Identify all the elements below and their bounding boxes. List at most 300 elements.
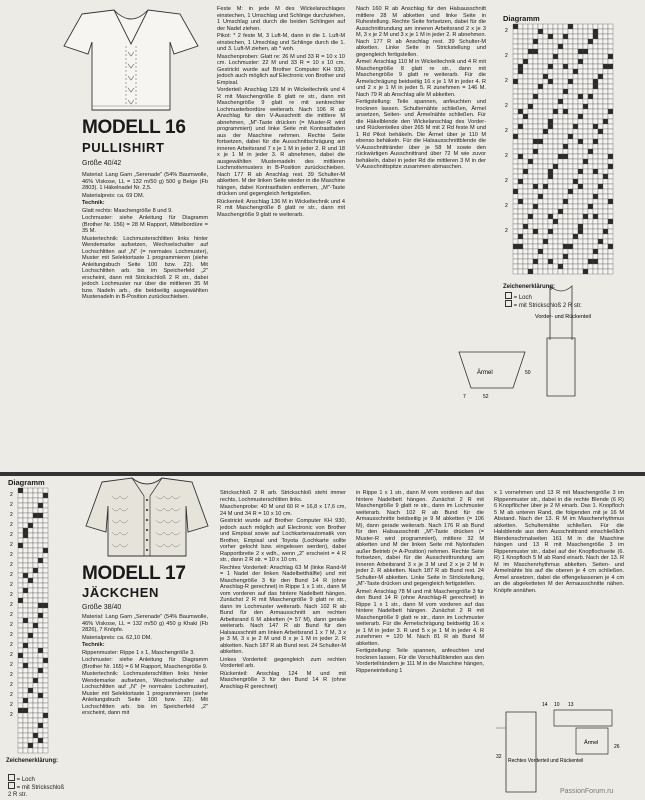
model16-grid-cell (583, 39, 588, 44)
model16-grid-cell (593, 99, 598, 104)
model16-grid-cell (513, 64, 518, 69)
model16-col1-p4: Lochmuster: siehe Anleitung für Diagramm (Brother Nr. 156) = 28 M Rapport, Mittelbordüre = 35 M. (82, 215, 208, 234)
model16-grid-cell (573, 174, 578, 179)
model16-grid-cell (568, 29, 573, 34)
model16-grid-cell (523, 94, 528, 99)
model16-grid-cell (528, 219, 533, 224)
model16-grid-cell (548, 59, 553, 64)
model16-grid-cell (563, 54, 568, 59)
model17-grid-cell (18, 513, 23, 518)
model16-grid-cell (603, 44, 608, 49)
model17-grid-cell (28, 493, 33, 498)
model16-grid-cell (548, 39, 553, 44)
model17-grid-cell (28, 513, 33, 518)
model17-grid-cell (33, 678, 38, 683)
model16-grid-cell (608, 259, 613, 264)
model16-grid-cell (513, 74, 518, 79)
model16-grid-cell (568, 59, 573, 64)
model17-grid-cell (33, 688, 38, 693)
model17-col2-p1: Maschenprobe: 40 M und 60 R = 16,8 x 17,6 cm, 24 M und 34 R = 10 x 10 cm. (220, 504, 346, 517)
model17-grid-cell (38, 748, 43, 753)
model16-grid-cell (553, 149, 558, 154)
model16-col2-p2: Maschenproben: Glatt re: 26 M und 33 R = 10 x 10 cm. Lochmuster: 22 M und 33 R = 10 x 10 cm. Gestrickt wurde auf Brother Computer KH 930, jedoch auch möglich auf Electronic von Brother und Empisal. (217, 53, 345, 86)
model17-grid-cell (18, 678, 23, 683)
model16-grid-cell (598, 204, 603, 209)
model16-grid-cell (543, 84, 548, 89)
model17-grid-cell (38, 688, 43, 693)
model16-grid-cell (513, 114, 518, 119)
model16-grid-cell (548, 269, 553, 274)
model16-grid-cell (553, 79, 558, 84)
model17-grid-cell (28, 723, 33, 728)
model16-grid-cell (593, 269, 598, 274)
model17-sleeve-label: Ärmel (584, 740, 599, 746)
model16-grid-cell (588, 64, 593, 69)
model16-grid-cell (598, 144, 603, 149)
model17-grid-cell (38, 623, 43, 628)
model16-grid-cell (553, 204, 558, 209)
model17-grid-row-number: 2 (10, 622, 13, 628)
model16-grid-row-number: 2 (505, 53, 508, 59)
model17-grid-cell (33, 603, 38, 608)
model16-grid-cell (543, 119, 548, 124)
model17-grid-cell (43, 508, 48, 513)
model17-grid-cell (33, 543, 38, 548)
model16-grid-cell (518, 94, 523, 99)
model16-grid-cell (573, 139, 578, 144)
model16-grid-cell (543, 254, 548, 259)
model16-grid-cell (603, 179, 608, 184)
model16-grid-cell (513, 79, 518, 84)
model16-grid-cell (593, 239, 598, 244)
model16-grid-cell (518, 39, 523, 44)
model17-grid-cell (33, 653, 38, 658)
model16-grid-cell (528, 204, 533, 209)
model17-grid-cell (28, 608, 33, 613)
model16-grid-cell (608, 99, 613, 104)
model16-grid-cell (573, 179, 578, 184)
model16-grid-cell (608, 154, 613, 159)
model16-grid-cell (548, 29, 553, 34)
model16-grid-cell (603, 79, 608, 84)
model16-grid-cell (523, 149, 528, 154)
model16-grid-cell (553, 129, 558, 134)
model16-grid-cell (518, 214, 523, 219)
model17-grid-cell (18, 568, 23, 573)
model17-grid-cell (28, 613, 33, 618)
model16-grid-cell (533, 199, 538, 204)
model16-grid-cell (518, 139, 523, 144)
model16-grid-cell (553, 39, 558, 44)
model17-grid-cell (33, 713, 38, 718)
model16-grid-cell (568, 169, 573, 174)
model16-grid-cell (538, 244, 543, 249)
model16-grid-cell (558, 179, 563, 184)
model16-grid-cell (573, 219, 578, 224)
model16-grid-cell (563, 94, 568, 99)
model16-grid-cell (543, 234, 548, 239)
model16-grid-cell (588, 24, 593, 29)
model16-grid-cell (533, 64, 538, 69)
model16-grid-cell (578, 99, 583, 104)
model16-grid-cell (558, 259, 563, 264)
model16-grid-cell (568, 189, 573, 194)
model16-grid-cell (578, 39, 583, 44)
model17-grid-cell (38, 548, 43, 553)
model17-grid-cell (33, 503, 38, 508)
model16-grid-cell (538, 174, 543, 179)
model16-grid-cell (608, 199, 613, 204)
model16-grid-cell (568, 49, 573, 54)
model16-grid-cell (513, 84, 518, 89)
model16-grid-cell (518, 229, 523, 234)
model16-grid-cell (598, 99, 603, 104)
model16-grid-cell (523, 124, 528, 129)
model16-grid-cell (553, 124, 558, 129)
model16-grid-cell (548, 114, 553, 119)
model17-grid-cell (28, 603, 33, 608)
model17-grid-cell (33, 568, 38, 573)
model16-col3-p1: Ärmel: Anschlag 110 M in Wickeltechnik und 4 R mit Maschengröße 8 glatt re str., dann mit Maschengröße 9 glatt re weiterarb. Für die Ärmelschrägung beidseitig 16 x je 1 M in jeder 4. R und 2 x je 1 M in jeder 5. R zunehmen = 146 M. Nach 79 R ab Anschlag alle M abketten. (356, 59, 486, 98)
model17-grid-cell (23, 628, 28, 633)
model17-grid-cell (43, 598, 48, 603)
model16-grid-cell (543, 114, 548, 119)
model16-grid-cell (608, 39, 613, 44)
model16-grid-cell (553, 174, 558, 179)
model16-grid-cell (558, 119, 563, 124)
model16-grid-cell (513, 34, 518, 39)
model16-grid-cell (573, 84, 578, 89)
model17-grid-cell (43, 558, 48, 563)
model16-grid-cell (583, 134, 588, 139)
model17-grid-cell (28, 528, 33, 533)
model16-grid-cell (558, 109, 563, 114)
model17-grid-cell (18, 523, 23, 528)
model17-grid-cell (23, 488, 28, 493)
model16-col3 (356, 6, 486, 256)
model16-schematic (455, 258, 591, 400)
model16-grid-cell (513, 209, 518, 214)
model16-grid-cell (543, 199, 548, 204)
model16-grid-cell (568, 64, 573, 69)
model17-grid-cell (18, 723, 23, 728)
model17-grid-cell (43, 533, 48, 538)
model16-grid-cell (518, 144, 523, 149)
model17-grid-cell (23, 563, 28, 568)
model16-grid-cell (543, 239, 548, 244)
model16-grid-cell (553, 59, 558, 64)
model16-grid-cell (513, 39, 518, 44)
model16-grid-cell (598, 159, 603, 164)
model16-grid-cell (518, 209, 523, 214)
model16-grid-cell (558, 49, 563, 54)
model16-grid-cell (553, 269, 558, 274)
model16-grid-cell (583, 144, 588, 149)
model16-grid-cell (528, 34, 533, 39)
model16-grid-cell (538, 219, 543, 224)
model16-grid-cell (588, 104, 593, 109)
model16-grid-cell (568, 74, 573, 79)
model16-grid-cell (603, 229, 608, 234)
model17-grid-cell (23, 748, 28, 753)
model16-grid-cell (608, 144, 613, 149)
model16-grid-cell (528, 149, 533, 154)
model16-grid-cell (593, 29, 598, 34)
model17-grid-cell (23, 553, 28, 558)
model16-grid-cell (603, 29, 608, 34)
model17-grid-row-number: 2 (10, 552, 13, 558)
model16-grid-cell (578, 24, 583, 29)
model16-dim-4: 52 (483, 394, 489, 400)
model17-grid-cell (18, 613, 23, 618)
model16-grid-cell (568, 39, 573, 44)
model16-grid-cell (553, 99, 558, 104)
model16-grid-cell (558, 199, 563, 204)
model16-grid-cell (588, 224, 593, 229)
model17-grid-cell (33, 738, 38, 743)
model16-grid-cell (553, 24, 558, 29)
model16-grid-cell (513, 139, 518, 144)
model16-grid-cell (518, 69, 523, 74)
model17-grid-cell (38, 603, 43, 608)
model17-grid-cell (33, 538, 38, 543)
model16-grid-cell (598, 199, 603, 204)
model16-grid-cell (558, 104, 563, 109)
model16-grid-cell (543, 69, 548, 74)
model16-grid-cell (598, 149, 603, 154)
model16-grid-cell (608, 74, 613, 79)
model17-grid-cell (23, 713, 28, 718)
model16-grid-cell (588, 144, 593, 149)
model17-grid-cell (28, 598, 33, 603)
model17-grid-cell (38, 683, 43, 688)
model16-col1-p2: Technik: (82, 200, 105, 206)
model16-grid-cell (608, 209, 613, 214)
model16-grid-cell (543, 269, 548, 274)
model16-grid-cell (523, 119, 528, 124)
model16-grid-cell (548, 74, 553, 79)
model17-grid-cell (18, 633, 23, 638)
model16-grid-cell (573, 234, 578, 239)
model17-body-label-a: Rechtes Vorderteil und Rückenteil (508, 758, 584, 764)
model16-grid-cell (563, 64, 568, 69)
model16-grid-cell (518, 254, 523, 259)
model17-grid-cell (43, 668, 48, 673)
model16-grid-cell (608, 129, 613, 134)
model16-grid-cell (533, 264, 538, 269)
model16-grid-cell (513, 269, 518, 274)
model17-dim-3: 26 (614, 744, 620, 750)
model16-grid-cell (528, 254, 533, 259)
model16-grid-cell (578, 119, 583, 124)
model16-grid-cell (518, 34, 523, 39)
model16-grid-cell (523, 29, 528, 34)
model17-col1-p5: Mustertechnik: Lochmusterschlitten links hinter Wendemarke aufsetzen, Wechselschalter auf Lochschlitten auf „N" (= normales Lochmuster), Muster mit Selektortaste 1 programmieren (siehe Anleitungsbuch Seite 100 bzw. 22). Mit Lochschlitten arb. bis im Speicherfeld „2" erscheint, dann mit (82, 671, 208, 716)
model16-grid-cell (573, 249, 578, 254)
model17-grid-row-number: 2 (10, 632, 13, 638)
model17-grid-cell (23, 588, 28, 593)
model17-col3-p1: Ärmel: Anschlag 78 M und mit Maschengröße 3 für den Bund 14 R (ohne Anschlag-R gerechnet) in Rippe 1 x 1 str., dann M vom vorderen auf das hintere Nadelbett hängen. Zunächst 2 R mit Maschengröße 9 glatt re str., dann im Lochmuster weiterarb. Für die Ärmelschrägung beidseitig 16 x je 1 M in jeder 3. R und 5 x je 1 M in jeder 4. R zunehmen = 120 M. Nach 81 R ab Bund M abketten. (356, 588, 484, 647)
model16-grid-cell (518, 114, 523, 119)
model16-grid-cell (593, 194, 598, 199)
model16-grid-cell (583, 94, 588, 99)
model16-grid-cell (588, 174, 593, 179)
model16-grid-cell (588, 264, 593, 269)
model16-grid-cell (608, 79, 613, 84)
model16-grid-cell (588, 259, 593, 264)
model16-grid-cell (563, 209, 568, 214)
model16-grid-cell (538, 204, 543, 209)
model16-grid-cell (608, 94, 613, 99)
model16-grid-cell (528, 229, 533, 234)
model16-grid-cell (513, 204, 518, 209)
model17-grid-cell (23, 538, 28, 543)
model16-grid-cell (558, 154, 563, 159)
model16-grid-cell (578, 244, 583, 249)
model16-grid-cell (533, 139, 538, 144)
model17-grid-cell (18, 603, 23, 608)
model17-grid-cell (43, 523, 48, 528)
model16-grid-cell (513, 69, 518, 74)
model16-grid-cell (568, 254, 573, 259)
model16-grid-cell (533, 44, 538, 49)
model16-grid-cell (553, 49, 558, 54)
model16-grid-cell (603, 209, 608, 214)
model16-grid-cell (608, 119, 613, 124)
model16-grid-cell (553, 244, 558, 249)
model17-grid-row-number: 2 (10, 662, 13, 668)
model16-grid-cell (573, 29, 578, 34)
model16-grid-cell (553, 134, 558, 139)
model16-grid-cell (558, 134, 563, 139)
model16-grid-cell (578, 249, 583, 254)
model17-grid-cell (38, 733, 43, 738)
model17-grid-cell (28, 623, 33, 628)
model16-grid-cell (513, 224, 518, 229)
model17-col1-p0: Material: Lang Garn „Serenade" (54% Baumwolle, 46% Viskose, LL = 132 m/50 g) 450 g Khaki (Fb 2826), 7 Knöpfe. (82, 614, 208, 633)
model17-grid-cell (38, 563, 43, 568)
model17-grid-cell (33, 628, 38, 633)
model16-grid-row-number: 2 (505, 178, 508, 184)
model17-grid-cell (33, 593, 38, 598)
model16-grid-cell (558, 219, 563, 224)
model16-grid-cell (568, 94, 573, 99)
model16-grid-cell (523, 219, 528, 224)
model16-grid-cell (558, 184, 563, 189)
model16-grid-cell (563, 49, 568, 54)
model16-grid-cell (563, 154, 568, 159)
model16-grid-row-number: 2 (505, 103, 508, 109)
model16-grid-cell (548, 209, 553, 214)
model16-grid-cell (553, 69, 558, 74)
model17-grid-cell (38, 643, 43, 648)
model16-grid-cell (548, 204, 553, 209)
model16-grid-cell (558, 189, 563, 194)
model16-grid-cell (563, 169, 568, 174)
model16-grid-cell (548, 64, 553, 69)
model17-grid-row-number: 2 (10, 672, 13, 678)
model16-grid-row-number: 2 (505, 78, 508, 84)
model16-grid-cell (583, 29, 588, 34)
model16-grid-cell (588, 209, 593, 214)
model17-grid-cell (43, 503, 48, 508)
model16-grid-cell (568, 84, 573, 89)
model16-grid-cell (563, 219, 568, 224)
model16-grid-cell (558, 94, 563, 99)
model16-grid-cell (578, 149, 583, 154)
model16-grid-cell (583, 69, 588, 74)
model16-grid-cell (568, 239, 573, 244)
model16-grid-cell (588, 179, 593, 184)
model16-grid-cell (563, 124, 568, 129)
model16-grid-cell (573, 204, 578, 209)
model16-grid-cell (528, 139, 533, 144)
model16-grid-cell (538, 179, 543, 184)
model16-grid-cell (558, 229, 563, 234)
model16-grid-cell (513, 24, 518, 29)
model17-grid-cell (33, 668, 38, 673)
model17-grid-cell (18, 493, 23, 498)
model16-grid-cell (608, 254, 613, 259)
model16-grid-cell (608, 249, 613, 254)
model16-grid-cell (543, 219, 548, 224)
model16-grid-cell (518, 154, 523, 159)
model16-grid-cell (548, 254, 553, 259)
model16-grid-cell (598, 124, 603, 129)
model17-grid-cell (18, 703, 23, 708)
model16-grid-cell (603, 169, 608, 174)
model17-grid-cell (33, 523, 38, 528)
model16-grid-cell (538, 64, 543, 69)
pullishirt-illustration (62, 6, 200, 114)
model17-grid-cell (33, 703, 38, 708)
model16-grid-cell (568, 79, 573, 84)
model17-grid-cell (28, 653, 33, 658)
model16-grid-cell (533, 224, 538, 229)
model17-grid-cell (38, 698, 43, 703)
model16-grid-cell (608, 109, 613, 114)
model17-grid-cell (33, 528, 38, 533)
model16-grid-cell (553, 194, 558, 199)
model17-grid-cell (28, 748, 33, 753)
model16-grid-cell (513, 44, 518, 49)
model17-grid-cell (28, 713, 33, 718)
model16-grid-cell (578, 199, 583, 204)
model17-grid-row-number: 2 (10, 592, 13, 598)
model16-grid-cell (568, 194, 573, 199)
model16-grid-cell (523, 204, 528, 209)
model17-grid-cell (18, 578, 23, 583)
model16-grid-cell (588, 94, 593, 99)
model17-grid-cell (23, 623, 28, 628)
model16-grid-cell (523, 214, 528, 219)
model16-grid-cell (603, 49, 608, 54)
model16-grid-cell (583, 154, 588, 159)
model16-grid-cell (598, 29, 603, 34)
model16-grid-cell (568, 104, 573, 109)
model17-grid-cell (23, 693, 28, 698)
model16-grid-cell (553, 84, 558, 89)
model17-grid-cell (28, 543, 33, 548)
model16-grid-cell (568, 44, 573, 49)
model16-grid-cell (513, 54, 518, 59)
model16-grid-cell (528, 99, 533, 104)
model17-grid-cell (18, 743, 23, 748)
model17-grid-cell (23, 633, 28, 638)
model17-grid-cell (18, 573, 23, 578)
model16-grid-cell (598, 134, 603, 139)
model16-grid-cell (583, 249, 588, 254)
